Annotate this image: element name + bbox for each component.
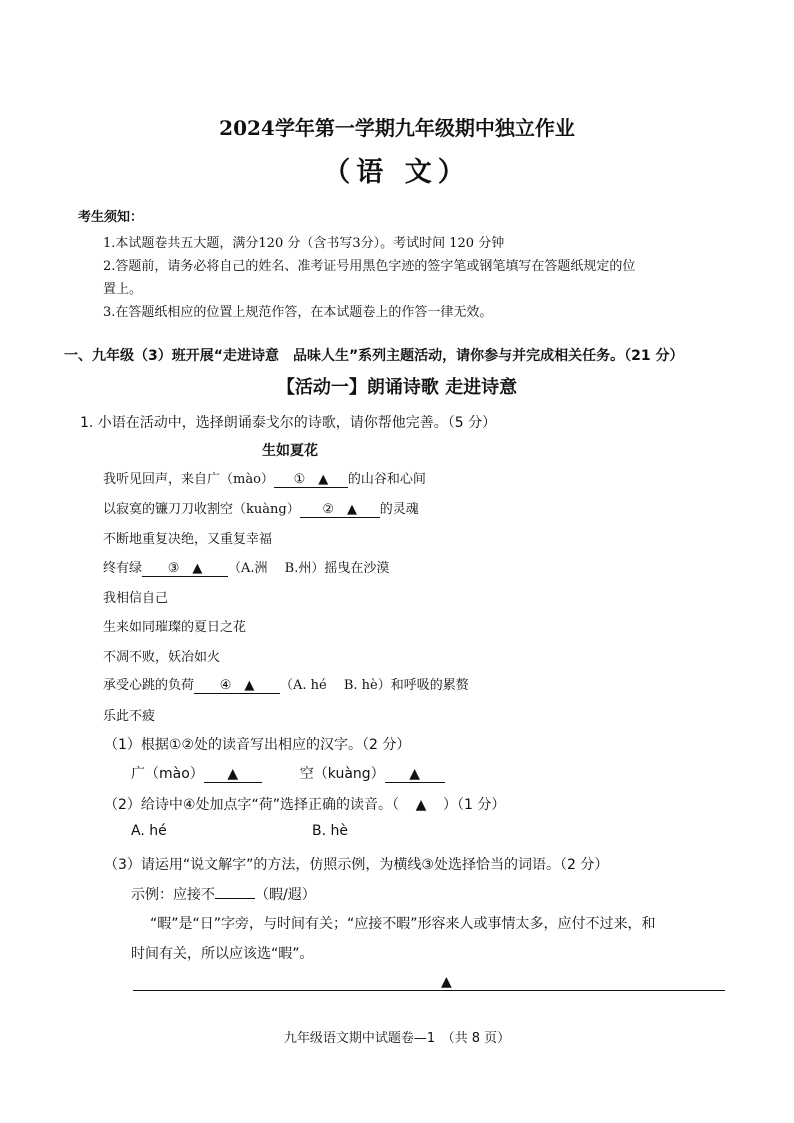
sub1-b-label: 空（kuàng） [299,766,385,782]
poem-line-4-post: （A.洲 B.州）摇曳在沙漠 [228,561,390,576]
sub2-stem-post: ）（1 分） [442,797,506,813]
poem-line-4-pre: 终有绿 [103,561,143,576]
blank-3[interactable]: ③ ▲ [142,557,228,577]
sub-question-1-stem: （1）根据①②处的读音写出相应的汉字。（2 分） [104,737,411,753]
poem-line-8-pre: 承受心跳的负荷 [103,678,195,693]
poem-line-6: 生来如同璀璨的夏日之花 [103,620,247,635]
blank-1[interactable]: ① ▲ [274,468,348,488]
sub3-explanation-2: 时间有关，所以应该选“暇”。 [131,946,314,962]
sub3-explanation-1: “暇”是“日”字旁，与时间有关；“应接不暇”形容来人或事情太多，应付不过来，和 [150,916,656,932]
notice-item-2-cont: 置上。 [103,282,143,297]
sub-question-3-stem: （3）请运用“说文解字”的方法，仿照示例，为横线③处选择恰当的词语。（2 分） [104,857,609,873]
blank-4[interactable]: ④ ▲ [194,674,280,694]
question-1-stem: 1. 小语在活动中，选择朗诵泰戈尔的诗歌，请你帮他完善。（5 分） [80,415,497,431]
sub1-a-blank[interactable]: ▲ [204,766,262,783]
answer-line[interactable] [133,990,725,991]
poem-line-1-post: 的山谷和心间 [347,472,426,487]
poem-line-2-pre: 以寂寞的镰刀刀收割空（kuàng） [103,502,300,517]
sub2-stem-pre: （2）给诗中④处加点字“荷”选择正确的读音。（ [104,797,399,813]
section-1-heading: 一、九年级（3）班开展“走进诗意 品味人生”系列主题活动，请你参与并完成相关任务。（21 分） [64,348,684,364]
exam-title: 2024学年第一学期九年级期中独立作业 [219,116,575,140]
sub3-example [131,884,316,904]
sub-question-2-stem [104,794,505,814]
poem-line-5: 我相信自己 [103,591,169,606]
page-footer: 九年级语文期中试题卷—1 （共 8 页） [283,1031,511,1046]
sub-question-1-answers [131,763,445,783]
notice-item-1: 1.本试题卷共五大题，满分120 分（含书写3分）。考试时间 120 分钟 [103,236,505,251]
exam-subject: （语 文） [323,157,471,188]
sub2-answer-mark[interactable]: ▲ [415,797,427,813]
notice-item-2: 2.答题前，请务必将自己的姓名、准考证号用黑色字迹的签字笔或钢笔填写在答题纸规定的位 [103,259,636,274]
sub2-option-a[interactable]: A. hé [131,823,167,839]
sub2-option-b[interactable]: B. hè [312,823,348,839]
sub1-b-blank[interactable]: ▲ [385,766,445,783]
sub3-example-post: （暇/遐） [255,887,316,903]
poem-line-7: 不凋不败，妖冶如火 [103,650,221,665]
poem-line-4 [103,557,389,577]
activity-1-title: 【活动一】朗诵诗歌 走进诗意 [276,377,518,398]
sub1-a-label: 广（mào） [131,766,204,782]
sub3-answer-mark[interactable]: ▲ [441,974,452,990]
poem-line-8-post: （A. hé B. hè）和呼吸的累赘 [280,678,469,693]
poem-line-8 [103,674,469,694]
poem-line-1-pre: 我听见回声，来自广（mào） [103,472,274,487]
poem-title: 生如夏花 [262,443,318,459]
poem-line-1 [103,468,426,488]
poem-line-2-post: 的灵魂 [379,502,419,517]
blank-2[interactable]: ② ▲ [300,498,380,518]
poem-line-3: 不断地重复决绝，又重复幸福 [103,532,273,547]
notice-heading: 考生须知： [78,210,144,225]
notice-item-3: 3.在答题纸相应的位置上规范作答，在本试题卷上的作答一律无效。 [103,305,493,320]
poem-line-9: 乐此不疲 [103,709,156,724]
poem-line-2 [103,498,419,518]
sub3-example-pre: 示例：应接不 [131,887,215,903]
sub3-example-blank [215,884,255,899]
